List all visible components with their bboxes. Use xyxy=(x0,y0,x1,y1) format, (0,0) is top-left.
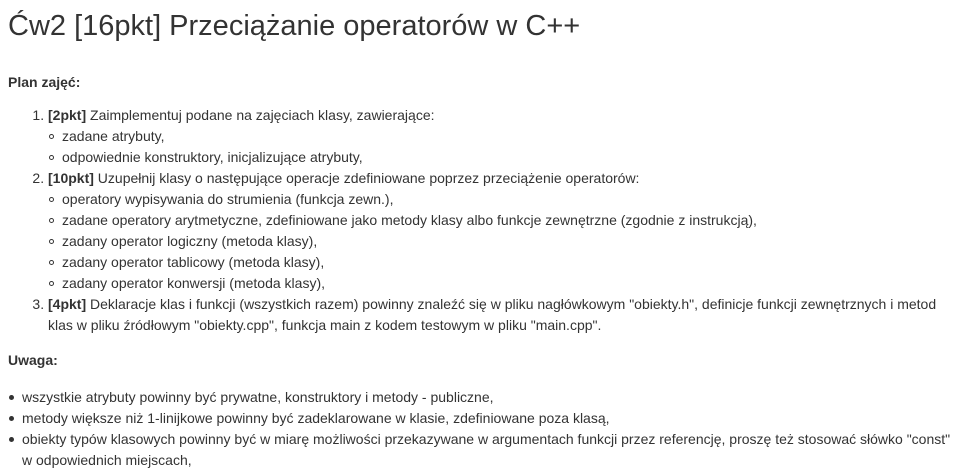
page-title: Ćw2 [16pkt] Przeciążanie operatorów w C++ xyxy=(8,10,581,42)
plan-item-text: Zaimplementuj podane na zajęciach klasy, zawierające: xyxy=(86,107,435,123)
plan-sublist xyxy=(48,189,964,294)
note-item: wszystkie atrybuty powinny być prywatne, konstruktory i metody - publiczne, xyxy=(22,387,964,408)
plan-item-text: Deklaracje klas i funkcji (wszystkich razem) powinny znaleźć się w pliku nagłówkowym "obiekty.h", definicje funkcji zewnętrznych i metod klas w pliku źródłowym "obiekty.cpp", funkcja main z kodem testowym w pliku "main.cpp". xyxy=(48,296,937,333)
note-item: obiekty typów klasowych powinny być w miarę możliwości przekazywane w argumentach funkcji przez referencję, proszę też stosować słówko "const" w odpowiednich miejscach, xyxy=(22,429,964,471)
notes-list xyxy=(8,387,964,471)
plan-item-1 xyxy=(48,105,964,168)
plan-item-points: [10pkt] xyxy=(48,170,94,186)
notes-heading: Uwaga: xyxy=(8,352,58,368)
sublist-item: zadany operator konwersji (metoda klasy), xyxy=(62,273,964,294)
plan-item-points: [4pkt] xyxy=(48,296,87,312)
plan-item-2 xyxy=(48,168,964,294)
plan-item-points: [2pkt] xyxy=(48,107,87,123)
plan-item-text: Uzupełnij klasy o następujące operacje zdefiniowane poprzez przeciążenie operatorów: xyxy=(93,170,640,186)
sublist-item: zadany operator tablicowy (metoda klasy), xyxy=(62,252,964,273)
sublist-item: odpowiednie konstruktory, inicjalizujące atrybuty, xyxy=(62,147,964,168)
sublist-item: operatory wypisywania do strumienia (funkcja zewn.), xyxy=(62,189,964,210)
plan-heading: Plan zajęć: xyxy=(8,74,81,90)
sublist-item: zadane atrybuty, xyxy=(62,126,964,147)
plan-sublist xyxy=(48,126,964,168)
sublist-item: zadany operator logiczny (metoda klasy), xyxy=(62,231,964,252)
plan-list xyxy=(8,105,964,336)
note-item: metody większe niż 1-linijkowe powinny być zadeklarowane w klasie, zdefiniowane poza klasą, xyxy=(22,408,964,429)
plan-item-3 xyxy=(48,294,964,336)
sublist-item: zadane operatory arytmetyczne, zdefiniowane jako metody klasy albo funkcje zewnętrzne (zgodnie z instrukcją), xyxy=(62,210,964,231)
